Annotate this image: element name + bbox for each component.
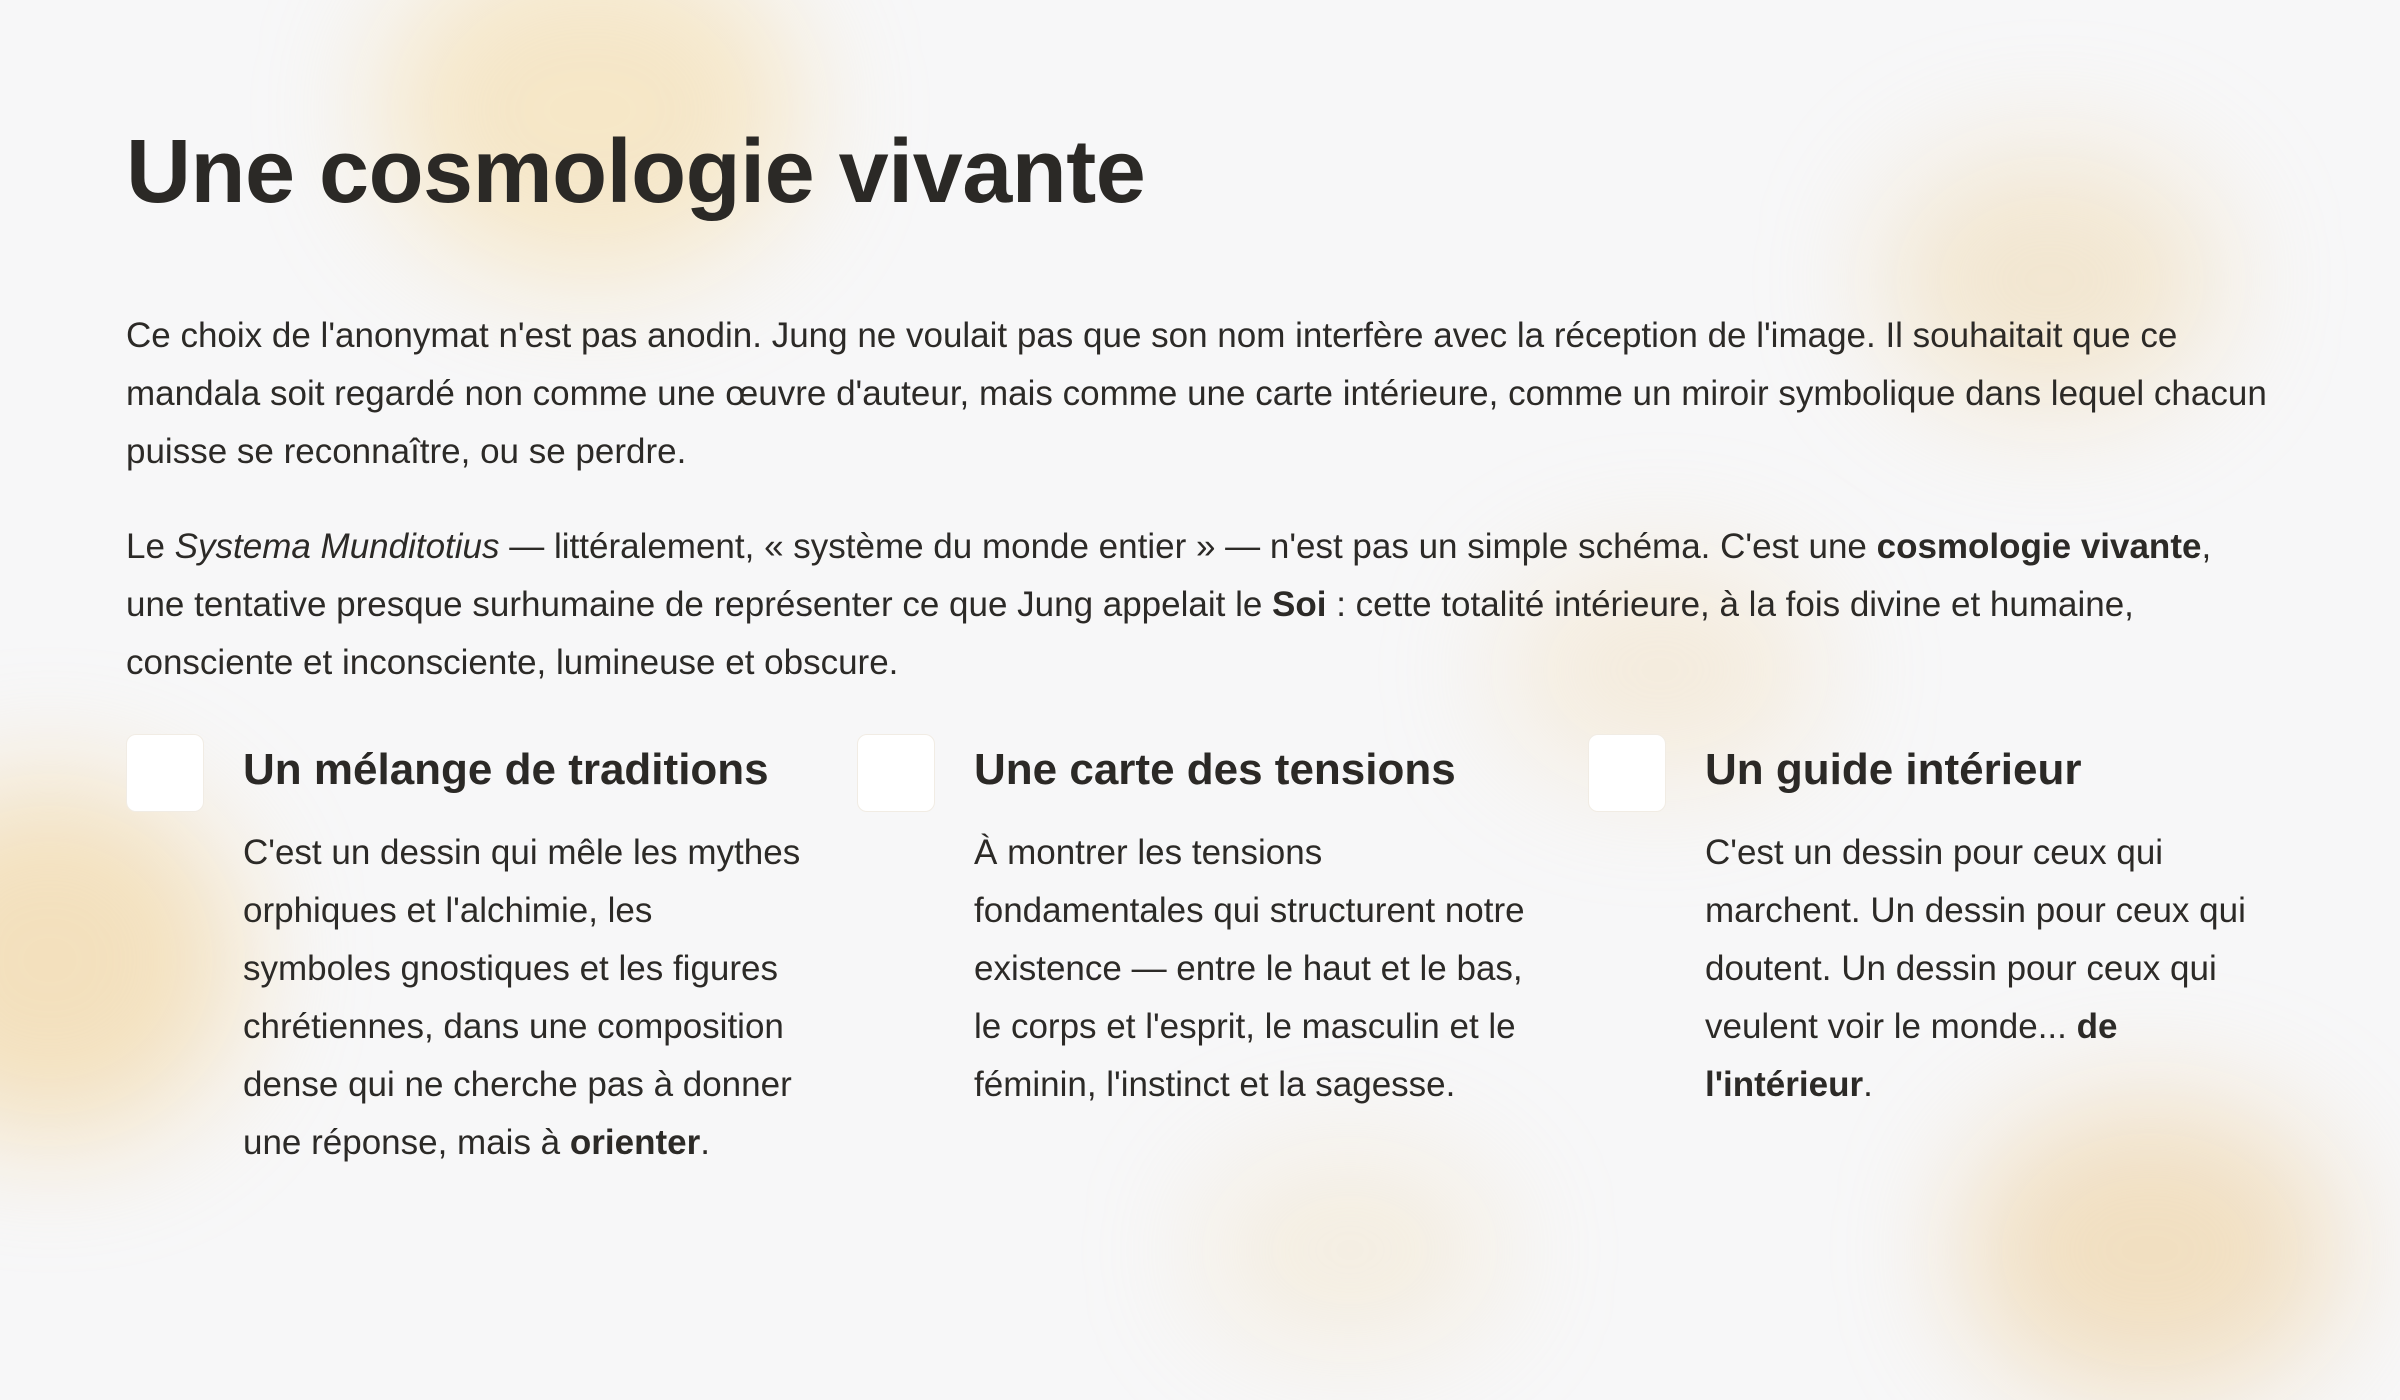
feature-column-traditions xyxy=(126,734,816,1254)
cosmology-paragraph xyxy=(126,518,2276,692)
feature-icon-placeholder xyxy=(126,734,204,812)
feature-body-emphasis: de l'intérieur xyxy=(1705,1007,2118,1104)
feature-body-end: . xyxy=(700,1123,710,1162)
slide xyxy=(126,0,2276,1350)
feature-body-end: . xyxy=(1863,1065,1873,1104)
feature-body-text: C'est un dessin qui mêle les mythes orphiques et l'alchimie, les symboles gnostiques et les figures chrétiennes, dans une composition dense qui ne cherche pas à donner une réponse, mais à xyxy=(243,833,801,1162)
feature-column-tensions xyxy=(857,734,1547,1254)
paragraph-text: : cette totalité intérieure, à la fois divine et humaine, consciente et inconsciente, lumineuse et obscure. xyxy=(126,585,2134,682)
feature-body xyxy=(974,824,1534,1114)
emphasis-soi: Soi xyxy=(1272,585,1327,624)
feature-icon-placeholder xyxy=(857,734,935,812)
paragraph-text: , une tentative presque surhumaine de représenter ce que Jung appelait le xyxy=(126,527,2212,624)
emphasis-cosmologie: cosmologie vivante xyxy=(1876,527,2202,566)
paragraph-text: — littéralement, « système du monde entier » — n'est pas un simple schéma. C'est une xyxy=(499,527,1877,566)
intro-paragraph: Ce choix de l'anonymat n'est pas anodin. Jung ne voulait pas que son nom interfère avec la réception de l'image. Il souhaitait que ce mandala soit regardé non comme une œuvre d'auteur, mais comme une carte intérieure, comme un miroir symbolique dans lequel chacun puisse se reconnaître, ou se perdre. xyxy=(126,316,2267,471)
feature-column-guide xyxy=(1588,734,2278,1254)
feature-body-text: C'est un dessin pour ceux qui marchent. Un dessin pour ceux qui doutent. Un dessin pour ceux qui veulent voir le monde... xyxy=(1705,833,2246,1046)
feature-body-text: À montrer les tensions fondamentales qui structurent notre existence — entre le haut et le bas, le corps et l'esprit, le masculin et le féminin, l'instinct et la sagesse. xyxy=(974,833,1525,1104)
feature-title: Un guide intérieur xyxy=(1705,745,2082,794)
feature-body xyxy=(243,824,803,1172)
feature-title: Un mélange de traditions xyxy=(243,745,769,794)
paragraph-text: Le xyxy=(126,527,175,566)
feature-body-emphasis: orienter xyxy=(569,1123,701,1162)
feature-icon-placeholder xyxy=(1588,734,1666,812)
feature-body xyxy=(1705,824,2265,1114)
work-title-italic: Systema Munditotius xyxy=(174,527,500,566)
feature-title: Une carte des tensions xyxy=(974,745,1456,794)
page-title: Une cosmologie vivante xyxy=(126,122,1146,222)
